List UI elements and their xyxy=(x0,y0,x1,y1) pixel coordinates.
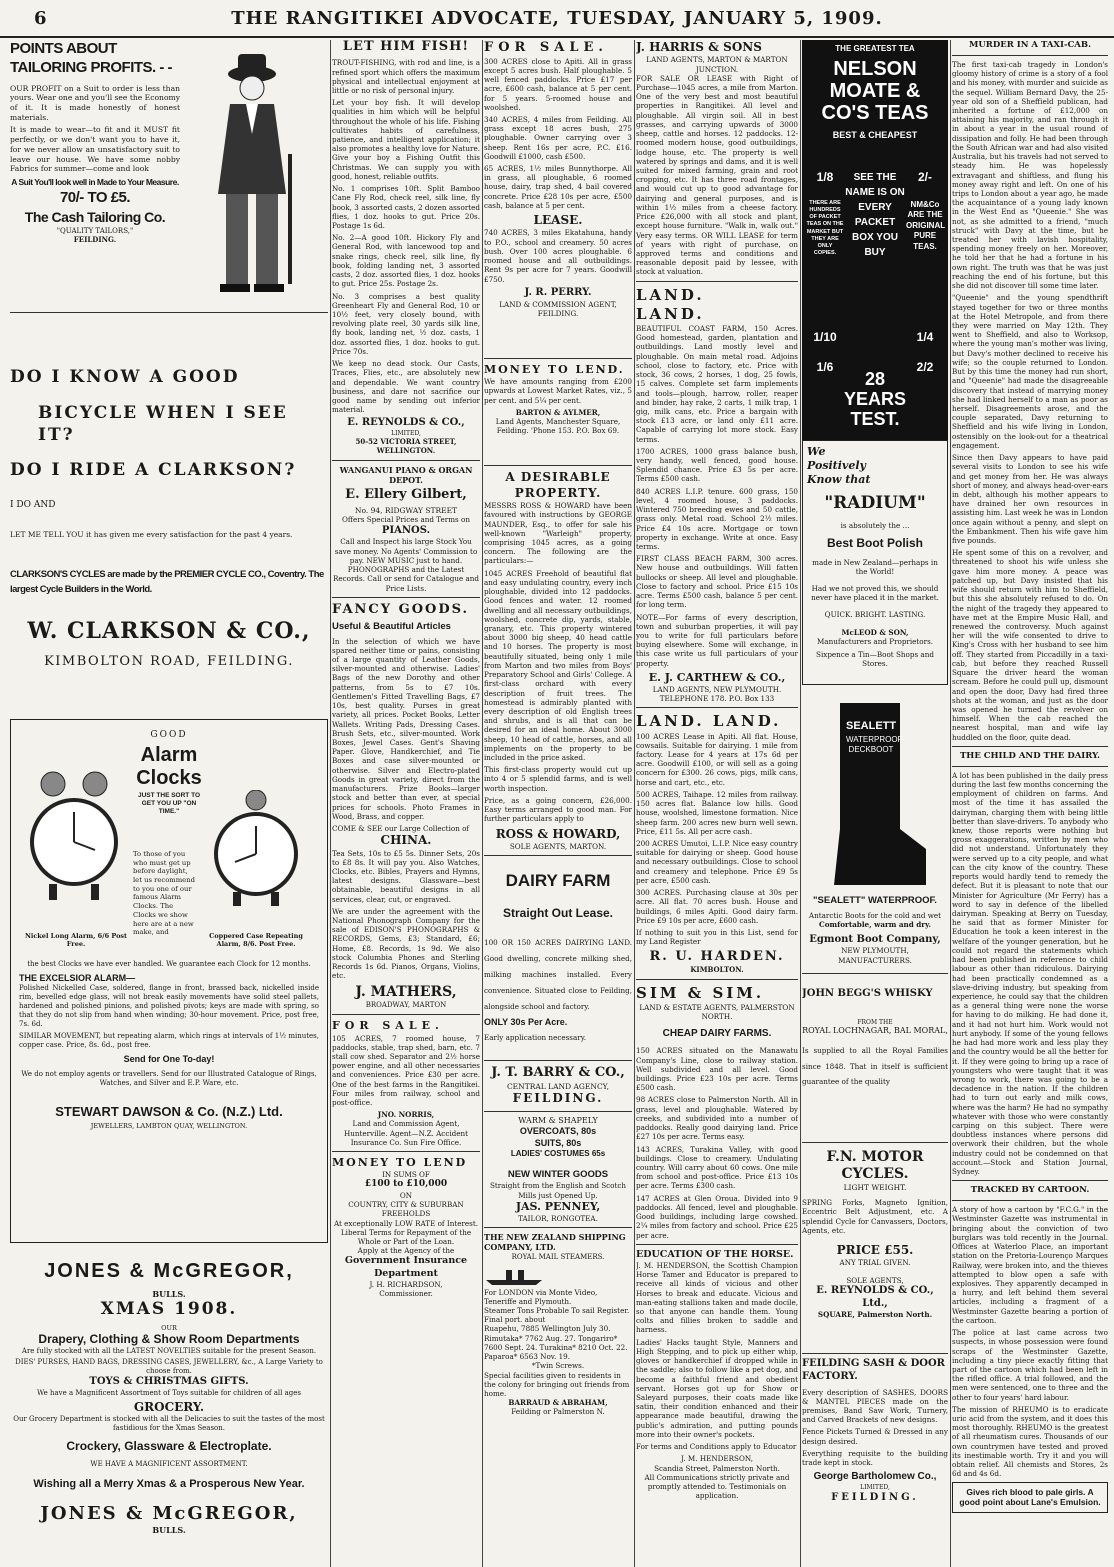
jm-text-1: Are fully stocked with all the LATEST NOVELTIES suitable for the present Season. xyxy=(21,1347,317,1356)
loan-text-2: COUNTRY, CITY & SUBURBAN FREEHOLDS xyxy=(348,1200,464,1219)
loan-heading: MONEY TO LEND xyxy=(332,1156,468,1170)
motor-firm: E. REYNOLDS & CO., Ltd., xyxy=(816,1284,934,1309)
land-text-4: FIRST CLASS BEACH FARM, 300 acres. New house and outbuildings. Will fatten bullocks or sheep. All level and ploughable. Close to factory and school. Price £15 10s acre. Terms £500 cash, balance 5 per cent. for long term. xyxy=(636,554,798,610)
divider xyxy=(484,1111,632,1112)
jm-our: OUR xyxy=(161,1323,177,1332)
column-rule xyxy=(482,40,483,1567)
column-3 xyxy=(484,40,632,1567)
fancy-goods-sub: Useful & Beautiful Articles xyxy=(332,621,451,633)
divider xyxy=(636,707,798,708)
piano-heading: WANGANUI PIANO & ORGAN DEPOT. xyxy=(339,464,473,485)
gentleman-illustration xyxy=(190,44,320,304)
ship-twin: *Twin Screws. xyxy=(531,1361,585,1371)
divider xyxy=(332,460,480,461)
norris-text-2: Land and Commission Agent, Hunterville. Agent—N.Z. Accident Insurance Co. Sun Fire Office. xyxy=(343,1119,469,1147)
divider xyxy=(636,281,798,282)
phonograph-text: We are under the agreement with the National Phonograph Company for the sale of EDISON'S PHONOGRAPHS & RECORDS, Gems, £3; Standard, £6; Home, £8. Records, 1s 9d. We also stock Columbia Phones and Sterling Records 1s 6d. Pianos, Organs, Violins, etc. xyxy=(332,906,480,981)
radium-manufacturers: Manufacturers and Proprietors. xyxy=(816,636,934,646)
jm-wish: Wishing all a Merry Xmas & a Prosperous New Year. xyxy=(33,1478,305,1491)
sim-heading: SIM & SIM. xyxy=(636,983,765,1002)
land-2-text-1: 100 ACRES Lease in Apiti. All flat. House, cowsails. Suitable for dairying. 1 mile from factory. Lease for 4 years at 17s 6d per acre. Goodwill £100, or will sell as a going concern for £300. 26 cows, pigs, milk cans, horse and cart, etc., etc. xyxy=(636,731,798,787)
tailoring-town: FEILDING. xyxy=(73,234,117,244)
perry-lease-text: 740 ACRES, 3 miles Ekatahuna, handy to P.O., school and creamery. 50 acres bush. Over 100 acres ploughable. 6 roomed house and all outbuildings. Rent 9s per acre for 7 years. Goodwill £750. xyxy=(484,228,632,284)
tea-price-1: 1/8 xyxy=(816,170,834,184)
alarm-description: To those of you who must get up before daylight, let us recommend to you one of our famous Alarm Clocks. The Clocks we show here are at a new make, and xyxy=(133,850,195,937)
cartoon-text-1: A story of how a cartoon by "F.C.G." in the Westminster Gazette was instrumental in bringing about the conviction of two burglars was told recently in the Journal. Offices at Waterloo Place, an important station on the Pretoria-Lourenço Marques Railway, were broken into, and the thieves attempted to blow open a safe with explosives. They apparently decamped in a hurry, and left behind them several articles, including a fragment of a Westminster Gazette bearing a portion of the cartoon. xyxy=(952,1205,1108,1325)
barry-town: FEILDING. xyxy=(512,1091,604,1106)
fish-outfit-3: No. 3 comprises a best quality Greenheart Fly and General Rod, 10 or 10½ feet, very closely bound, with revolving plate reel, 30 yards silk line, fly book, landing net, ½ doz. casts, 1 doz. assorted flies, 1 doz. hooks to gut. Price 70s. xyxy=(332,291,480,356)
henderson-name: J. M. HENDERSON, xyxy=(681,1454,753,1464)
loan-amount: £100 to £10,000 xyxy=(364,1179,448,1190)
ship-route: For LONDON via Monte Video, Teneriffe and Plymouth. xyxy=(484,1287,598,1306)
clarkson-bicycle-ad xyxy=(10,317,328,719)
piano-name: E. Ellery Gilbert, xyxy=(345,487,467,503)
column-rule xyxy=(634,40,635,1567)
land-text-2: 1700 ACRES, 1000 grass balance bush, very handy, well fenced, good house. Splendid chance. Price £3 5s per acre. Terms £500 cash. xyxy=(636,446,798,484)
harden-name: R. U. HARDEN. xyxy=(649,949,785,965)
jm-firm: JONES & McGREGOR, xyxy=(44,1260,294,1282)
masthead xyxy=(0,0,1114,38)
similar-movement: SIMILAR MOVEMENT, but repeating alarm, which rings at intervals of 1½ minutes, copper case. Price, 8s. 6d., post free. xyxy=(19,1032,319,1050)
column-1 xyxy=(10,40,328,1567)
harden-town: KIMBOLTON. xyxy=(690,965,744,974)
jm-town-2: BULLS. xyxy=(152,1524,186,1535)
ship-special: Special facilities given to residents in the colony for bringing out friends from home. xyxy=(484,1370,630,1399)
alarm-tagline: JUST THE SORT TO GET YOU UP "ON TIME." xyxy=(138,791,200,816)
tea-copies: THERE ARE HUNDREDS OF PACKET TEAS ON THE MARKET BUT THEY ARE ONLY COPIES. xyxy=(806,200,844,256)
reynolds-ltd: LIMITED, xyxy=(391,430,421,438)
divider xyxy=(636,1244,798,1245)
jm-text-3: We have a Magnificent Assortment of Toys suitable for children of all ages xyxy=(36,1388,302,1397)
excelsior-heading: THE EXCELSIOR ALARM— xyxy=(19,972,136,983)
sash-text-3: Everything requisite to the building trade kept in stock. xyxy=(802,1448,948,1468)
fish-outfit-1: No. 1 comprises 10ft. Split Bamboo Cane Fly Rod, check reel, silk line, fly book, 3 assorted casts, 2 dozen assorted flies, 1 doz. hooks to gut. Price 20s. Postage 1s 6d. xyxy=(332,184,480,231)
china-intro: COME & SEE our Large Collection of xyxy=(332,823,470,833)
jm-text-2: DIES' PURSES, HAND BAGS, DRESSING CASES, JEWELLERY, &c., A Large Variety to choose from. xyxy=(15,1358,323,1376)
tailoring-suit: A Suit You'll look well in Made to Your Measure. xyxy=(11,176,179,187)
land-2-text-2: 500 ACRES, Taihape. 12 miles from railway. 150 acres flat. Balance low hills. Good house, woolshed, limestone formation. Nice sheep farm. 200 acres new burn well sewn. Price, £11 5s. All per acre cash. xyxy=(636,789,798,836)
bicycle-line-5: LET ME TELL YOU it has given me every satisfaction for the past 4 years. xyxy=(10,529,293,539)
radium-know: We Positively Know that xyxy=(807,445,871,487)
taxi-text-3: Since then Davy appears to have paid several visits to London to see his wife and get money from her. He was always short of money, and always head-over-ears in debt, although his mother appears to have drained her own resources in assisting him. Last week he was in London once again without a penny, and slept on the Embankment. Then his wife gave him five pounds. xyxy=(952,453,1108,546)
loan-text-5: Apply at the Agency of the xyxy=(357,1246,455,1256)
penney-title: TAILOR, RONGOTEA. xyxy=(518,1213,598,1223)
tea-original: NM&Co ARE THE ORIGINAL PURE TEAS. xyxy=(906,200,946,251)
divider xyxy=(332,597,480,598)
column-5 xyxy=(802,40,948,1567)
stewart-dawson-address: JEWELLERS, LAMBTON QUAY, WELLINGTON. xyxy=(90,1122,248,1131)
govt-insurance: Government Insurance Department xyxy=(344,1255,468,1279)
radium-made: made in New Zealand—perhaps in the World! xyxy=(812,557,938,576)
sash-heading: FEILDING SASH & DOOR FACTORY. xyxy=(802,1358,945,1382)
divider xyxy=(802,973,948,974)
perry-sale-2: 340 ACRES, 4 miles from Feilding. All grass except 18 acres bush, 275 ploughable. Owner carrying over 3 sheep. Rent 16s per acre, P.C. £16. Goodwill £1000, cash £500. xyxy=(484,114,632,161)
sealett-comfortable: Comfortable, warm and dry. xyxy=(819,920,931,930)
ship-agents: Feilding or Palmerston N. xyxy=(511,1407,605,1417)
tea-price-5: 1/4 xyxy=(916,330,934,344)
jm-firm-2: JONES & McGREGOR, xyxy=(40,1502,298,1524)
tailoring-ad xyxy=(10,40,328,308)
divider xyxy=(332,1151,480,1152)
newspaper-title: THE RANGITIKEI ADVOCATE, TUESDAY, JANUARY 5, 1909. xyxy=(231,8,883,29)
jm-xmas: XMAS 1908. xyxy=(100,1298,238,1319)
penney-costumes: LADIES' COSTUMES 65s xyxy=(510,1149,606,1159)
bicycle-line-3: DO I RIDE A CLARKSON? xyxy=(10,460,297,481)
sim-title: LAND & ESTATE AGENTS, PALMERSTON NORTH. xyxy=(639,1003,795,1022)
tea-brand: NELSON MOATE & CO'S TEAS xyxy=(821,58,929,125)
tailoring-text-2: It is made to wear—to fit and it MUST fit perfectly, or we don't want you to have it, for we never allow an unsatisfactory suit to leave our house. We have some nobby Fabrics for summer—come and look xyxy=(10,125,180,174)
tailoring-motto: "QUALITY TAILORS," xyxy=(56,226,134,235)
mathers-address: BROADWAY, MARTON xyxy=(365,1001,447,1010)
rheumo-text: The mission of RHEUMO is to eradicate uric acid from the system, and it does this most thoroughly. RHEUMO is the greatest of all rheumatism cures. Thousands of our own countrymen have tested and proved its inestimable worth. Try it and you will obtain relief. All chemists and Stores, 2s 6d and 4s 6d. xyxy=(952,1404,1108,1479)
bicycle-line-4: I DO AND xyxy=(10,500,56,510)
sim-text-2: 98 ACRES close to Palmerston North. All in grass, level and ploughable. Watered by creeks, and subdivided into a number of paddocks. Really good dairying land. Price £27 10s per acre. Terms easy. xyxy=(636,1095,798,1142)
horse-text-1: J. M. HENDERSON, the Scottish Champion Horse Tamer and Educator is prepared to receive all kinds of vicious and other Horses to break and educate. Vicious and man-eating stallions taken and made docile, so that anyone can handle them. Young colts and fillies broken to saddle and harness. xyxy=(636,1260,798,1335)
radium-sixpence: Sixpence a Tin—Boot Shops and Stores. xyxy=(816,650,934,669)
column-6 xyxy=(952,40,1108,1567)
excelsior-text: Polished Nickelled Case, soldered, flange in front, brassed back, nickelled inside rim, bevelled edge glass, will not break easily movements have solid steel pallets, hardened and polished pinions, and polished pivots; keys are made with spring, so that they do not slip from hand when winding; 30-hour movement. Price, post free, 7s. 6d. xyxy=(19,984,319,1029)
sash-door-ad xyxy=(802,1358,948,1505)
cartoon-heading: TRACKED BY CARTOON. xyxy=(970,1185,1090,1196)
alarm-good: GOOD xyxy=(150,730,188,740)
horse-text-3: For terms and Conditions apply to Educator xyxy=(636,1442,797,1452)
divider xyxy=(952,1180,1108,1181)
fish-stock: We keep no dead stock. Our Casts, Traces, Flies, etc., are absolutely new and dependable. We want country business, and dare not sacrifice our good name by sending out inferior material. xyxy=(332,359,480,415)
column-4 xyxy=(636,40,798,1567)
sim-text-1: 150 ACRES situated on the Manawatu Company's Line, close to railway station. Well subdivided and all level. Good buildings. Price £23 10s per acre. Terms £500 cash. xyxy=(636,1046,798,1093)
divider xyxy=(332,1014,480,1015)
piano-text-2: Call and Inspect his large Stock You save money. No Agents' Commission to pay. NEW MUSIC just to hand. PHONOGRAPHS and the Latest Records. Call or send for Catalogue and Price Lists. xyxy=(332,537,480,593)
perry-name: J. R. PERRY. xyxy=(524,286,592,298)
divider xyxy=(802,1353,948,1354)
taxi-text-2: "Queenie" and the young spendthrift stayed together for two or three months at the Hotel Metropole, and from there they were married on May 12th. They went to Sheffield, and also to Worksop, where the young man's mother was living, but Davy's mother declined to receive his wife; so the couple returned to London. But by this time the money had run short, and "Queenie" had made the disagreeable discovery that instead of marrying money she had linked herself to a man as poor as herself. Disagreements arose, and the couple separated, Davy returning to Sheffield and his wife living in London, ostensibly on the look-out for a theatrical engagement. xyxy=(952,293,1108,450)
radium-absolutely: is absolutely the ... xyxy=(840,520,910,530)
page-number: 6 xyxy=(34,8,47,29)
column-rule xyxy=(950,40,951,1567)
perry-lease: LEASE. xyxy=(533,213,583,228)
bicycle-line-1: DO I KNOW A GOOD xyxy=(10,367,240,387)
jm-toys: TOYS & CHRISTMAS GIFTS. xyxy=(89,1376,249,1388)
ross-howard: ROSS & HOWARD, xyxy=(495,826,621,841)
fn-motor-ad xyxy=(802,1149,948,1349)
fish-outfit-2: No. 2—A good 10ft. Hickory Fly and General Rod, with lancewood top and snake rings, check reel, silk line, fly book, folding landing net, 3 assorted casts, 2 doz. assorted flies, 1 doz. hooks to gut. Price 25s. Postage 2s. xyxy=(332,233,480,289)
carthew-title: LAND AGENTS, NEW PLYMOUTH. xyxy=(652,684,782,694)
henderson-note: All Communications strictly private and promptly attended to. Testimonials on application. xyxy=(644,1472,790,1501)
motor-address: SQUARE, Palmerston North. xyxy=(817,1310,933,1320)
jm-departments: Drapery, Clothing & Show Room Departments xyxy=(38,1331,300,1346)
ship-table-head: Steamer Tons Probable To sail Register. Final port. about xyxy=(484,1306,630,1325)
land-text-5: NOTE—For farms of every description, town and suburban properties, it will pay you to write for full particulars before buying elsewhere. Some will exchange, in this case write us full particulars of your property. xyxy=(636,612,798,668)
radium-name: "RADIUM" xyxy=(824,493,926,514)
perry-sale-3: 65 ACRES, 1½ miles Bunnythorpe. All in grass, all ploughable, 6 roomed house, dairy, trap shed, 4 bail covered concrete. Price £28 10s per acre, £500 cash, balance at 5 per cent. xyxy=(484,164,632,210)
penney-overcoats: OVERCOATS, 80s xyxy=(519,1126,597,1137)
norris-name: JNO. NORRIS, xyxy=(377,1110,435,1120)
jm-text-4: Our Grocery Department is stocked with all the Delicacies to suit the tastes of the most fastidious for the Xmas Season. xyxy=(13,1415,325,1433)
sim-text-3: 143 ACRES, Turakina Valley, with good buildings. Close to creamery. Undulating country. Will carry about 60 cows. One mile from school and post-office. Price £13 10s per acre. Terms £300 cash. xyxy=(636,1144,798,1191)
fish-heading: LET HIM FISH! xyxy=(342,40,470,54)
ship-royal: ROYAL MAIL STEAMERS. xyxy=(511,1252,605,1261)
divider xyxy=(484,1060,632,1061)
sealett-boot-ad xyxy=(802,689,948,969)
divider xyxy=(484,855,632,856)
penney-winter: NEW WINTER GOODS xyxy=(507,1169,609,1181)
ship-heading: THE NEW ZEALAND SHIPPING COMPANY, LTD. xyxy=(484,1232,626,1253)
loan-on: ON xyxy=(399,1190,413,1200)
egmont-boot: Egmont Boot Company, xyxy=(809,933,941,945)
divider xyxy=(952,746,1108,747)
divider xyxy=(484,358,632,359)
tea-best: BEST & CHEAPEST xyxy=(832,130,918,141)
horse-heading: EDUCATION OF THE HORSE. xyxy=(636,1248,794,1260)
bartholomew-firm: George Bartholomew Co., xyxy=(813,1471,937,1483)
reynolds-address: 50-52 VICTORIA STREET, WELLINGTON. xyxy=(355,436,457,455)
tea-price-3: 1/6 xyxy=(816,360,834,374)
jm-grocery: GROCERY. xyxy=(133,1399,205,1414)
tailoring-heading: POINTS ABOUT TAILORING PROFITS. - - xyxy=(10,40,173,76)
norris-text: 105 ACRES, 7 roomed house, 7 paddocks, stable, trap shed, barn, etc. 7 stall cow shed. Separator and 2½ horse power engine, and all other necessaries and conveniences. Price £30 per acre. One of the best farms in the Rangitikei. Four miles from railway, school and post-office. xyxy=(332,1033,480,1108)
china-text: Tea Sets, 10s to £5 5s. Dinner Sets, 20s to £8 8s. It will pay you. Also Watches, Clocks, etc. Bibles, Prayers and Hymns, latest designs. Glassware—best obtainable, beautiful designs in all services, clear, cut, or engraved. xyxy=(332,848,480,904)
divider xyxy=(484,465,632,466)
land-heading: LAND. LAND. xyxy=(636,285,705,323)
whisky-supplied: Is supplied to all the Royal Families since 1848. That in itself is sufficient guarantee of the quality xyxy=(802,1045,948,1087)
boot-type: WATERPROOF DECKBOOT xyxy=(846,735,903,755)
begg-whisky-ad xyxy=(802,988,948,1138)
tea-greatest: THE GREATEST TEA xyxy=(835,44,915,53)
alarm-nickel: Nickel Long Alarm, 6/6 Post Free. xyxy=(24,932,128,949)
sealett-antarctic: Antarctic Boots for the cold and wet xyxy=(808,911,942,921)
ross-howard-sole: SOLE AGENTS, MARTON. xyxy=(509,841,607,851)
radium-polish-ad xyxy=(802,440,948,685)
loan-name: J. H. RICHARDSON, xyxy=(369,1279,443,1289)
barton-text: We have amounts ranging from £200 upwards at Lowest Market Rates, viz., 5 per cent. and 5¼ per cent. xyxy=(484,377,632,405)
barton-address: Land Agents, Manchester Square, Feilding. 'Phone 153. P.O. Box 69. xyxy=(495,416,621,436)
barton-heading: MONEY TO LEND. xyxy=(484,363,625,377)
alarm-clocks-ad xyxy=(10,719,328,1243)
henderson-address: Scandia Street, Palmerston North. xyxy=(654,1463,780,1473)
harris-title: LAND AGENTS, MARTON & MARTON JUNCTION. xyxy=(646,55,788,74)
dairy-child-heading: THE CHILD AND THE DAIRY. xyxy=(959,750,1101,761)
divider xyxy=(484,1227,632,1228)
perry-for-sale: FOR SALE. xyxy=(484,40,608,55)
property-text-2: 1045 ACRES Freehold of beautiful flat and easy undulating country, every inch ploughable, divided into 12 paddocks. Good fences and water. 12 roomed dwelling and all necessary outbuildings, woolshed, concrete dip, yards, stable, granary, etc. This property wintered about 3000 big sheep, 40 head cattle and 10 horses. The property is most beautifully situated, being only 1 mile from Marton and two miles from Boys' Preparatory School and Girls' College. A first-class orchard with every description of fruit trees. The homestead is admirably planted with every description of old English trees and shrubs, and is all that can be desired for an ideal home. About 3000 sheep, 10 head of cattle, horses, and all implements on the property to be included in the price asked. xyxy=(484,568,632,763)
tailoring-text-1: OUR PROFIT on a Suit to order is less than yours. Wear one and you'll see the Economy of it. It is made honestly of honest materials. xyxy=(10,83,181,122)
whisky-royal: ROYAL LOCHNAGAR, BAL MORAL, xyxy=(802,1026,948,1036)
sash-text-2: Fence Pickets Turned & Dressed in any design desired. xyxy=(802,1427,948,1446)
send-today: Send for One To-day! xyxy=(123,1054,215,1065)
tea-price-4: 2/- xyxy=(917,170,932,184)
loan-title: Commissioner. xyxy=(379,1289,433,1299)
land-text-3: 840 ACRES L.I.P. tenure. 600 grass, 150 level, 4 roomed house, 3 paddocks. Wintered 750 breeding ewes and 50 cattle, grass only. Metal road. School 2½ miles. Price £4 10s acre. Mortgage or town property in exchange. Write at once. Easy terms. xyxy=(636,486,798,552)
penney-text: Straight from the English and Scotch Mills just Opened Up. xyxy=(489,1181,627,1200)
divider xyxy=(952,1200,1108,1201)
ship-table: Ruapehu, 7885 Wellington July 30. Rimutaka* 7762 Aug. 27. Tongariro* 7600 Sept. 24. Turakina* 8210 Oct. 22. Paparoa* 6563 Nov. 19. xyxy=(484,1324,628,1362)
reynolds-firm: E. REYNOLDS & CO., xyxy=(347,417,465,429)
jm-town: BULLS. xyxy=(152,1288,186,1299)
lanes-emulsion-ad: Gives rich blood to pale girls. A good point about Lane's Emulsion. xyxy=(952,1482,1108,1514)
jones-mcgregor-ad xyxy=(10,1247,328,1535)
radium-quick: QUICK. BRIGHT. LASTING. xyxy=(824,610,926,620)
mcleod-son: McLEOD & SON, xyxy=(841,627,909,637)
land-2-text-4: 300 ACRES. Purchasing clause at 30s per acre. All flat. 70 acres bush. House and buildings, 6 miles Apiti. Good dairy farm. Price £9 10s per acre, £600 cash. xyxy=(636,888,798,925)
barry-agency: CENTRAL LAND AGENCY, xyxy=(506,1081,610,1091)
cartoon-text-2: The police at last came across two suspects, in whose possession were found scraps of the Westminster Gazette, including a tiny piece exactly fitting that part of the cartoon which had been left in the rifled office. A trial followed, and the men were sentenced, one to three and the other to four years' hard labour. xyxy=(952,1328,1108,1402)
motor-sole: SOLE AGENTS, xyxy=(846,1275,904,1285)
alarm-clock-illustration xyxy=(211,790,301,930)
piano-pianos: PIANOS. xyxy=(381,524,431,536)
property-heading: A DESIRABLE PROPERTY. xyxy=(505,470,611,500)
column-2 xyxy=(332,40,480,1567)
loan-text-3: At exceptionally LOW RATE of Interest. xyxy=(333,1218,479,1228)
fish-text-1: TROUT-FISHING, with rod and line, is a refined sport which offers the maximum physical and intellectual enjoyment at little or no risk of personal injury. xyxy=(332,58,480,95)
alarm-guarantee: the best Clocks we have ever handled. We guarantee each Clock for 12 months. xyxy=(27,960,311,968)
fish-text-2: Let your boy fish. It will develop qualities in him which will be helpful throughout the whole of his life. Fishing cultivates habits of carefulness, patience, and intelligent application; it also promotes a healthy love for Nature. Give your boy a Fishing Outfit this Christmas. We can supply you with good, honest, reliable outfits. xyxy=(332,98,480,181)
sash-text-1: Every description of SASHES, DOORS & MANTEL PIECES made on the premises, Band Saw Work, Turnery, and Carved Brackets of new designs. xyxy=(802,1387,948,1425)
dairy-early: Early application necessary. xyxy=(484,1033,587,1042)
loan-text-4: Liberal Terms for Repayment of the Whole or Part of the Loan. xyxy=(340,1227,472,1247)
dairy-price: ONLY 30s Per Acre. xyxy=(484,1017,568,1028)
tailoring-price: 70/- TO £5. xyxy=(59,188,131,206)
land-text-1: BEAUTIFUL COAST FARM, 150 Acres. Good homestead, garden, plantation and outbuildings. Land mostly level and ploughable. On main metal road. Adjoins school, close to factory, etc. Price with stock, 36 cows, 2 horses, 1 dog, 25 fowls, 15 calves. Complete set farm implements and tools—plough, harrow, roller, reaper and binder, hay rake, 2 carts, 1 milk trap, 1 gig, milk cans, etc. Price a bargain with stock £13 acre, or land only £11 acre. Capable of carrying lot more stock. Easy terms. xyxy=(636,323,798,444)
divider xyxy=(952,55,1108,56)
barraud-abraham: BARRAUD & ABRAHAM, xyxy=(508,1398,608,1408)
property-text-3: This first-class property would cut up into 4 or 5 splendid farms, and is well worth inspection. xyxy=(484,765,632,793)
egmont-manufacturers: MANUFACTURERS. xyxy=(838,955,912,965)
china-heading: CHINA. xyxy=(380,833,432,848)
alarm-coppered: Coppered Case Repeating Alarm, 8/6. Post Free. xyxy=(209,932,303,949)
sealett-heading: "SEALETT" WATERPROOF. xyxy=(813,895,937,906)
property-price: Price, as a going concern, £26,000. Easy terms arranged to good man. For further particulars apply to xyxy=(484,795,632,824)
piano-text-1: Offers Special Prices and Terms on xyxy=(342,515,470,525)
piano-address: No. 94, RIDGWAY STREET xyxy=(354,505,458,515)
dairy-text: 100 OR 150 ACRES DAIRYING LAND. Good dwelling, concrete milking shed, milking machines installed. Every convenience. Situated close to Feilding, alongside school and factory. xyxy=(484,938,632,1011)
land-2-text-5: If nothing to suit you in this List, send for my Land Register xyxy=(636,927,798,947)
fancy-goods-list: In the selection of which we have spared neither time or pains, consisting of a large quantity of Leather Goods, silver-mounted and otherwise. Ladies' Bags of the new Dorothy and other patterns, from 5s to £7 10s. Gentlemen's Fitted Travelling Bags, £7 10s, best quality. Purses in great variety, all prices. Pocket Books, Letter Wallets. Writing Pads, Dressing Cases. Brush Sets, etc., silver-mounted. Work Boxes, Jewel Cases. Gent's Shaving Paper. Glove, Handkerchief, and Tie Boxes and case silver-mounted or otherwise. Silver and Electro-plated Goods in great variety, direct from the manufacturers. Prize Books—larger stock and better than ever, at special prices for schools. Photo Frames in Wood, Brass, and copper. xyxy=(332,636,480,821)
sim-cheap: CHEAP DAIRY FARMS. xyxy=(662,1027,772,1039)
motor-trial: ANY TRIAL GIVEN. xyxy=(839,1258,911,1268)
harris-heading: J. HARRIS & SONS xyxy=(636,40,762,54)
tea-price-2: 1/10 xyxy=(813,330,837,344)
perry-sale-1: 300 ACRES close to Apiti. All in grass except 5 acres bush. Half ploughable. 5 well fenced paddocks. Price £17 per acre, £600 cash, balance at 5 per cent. for 5 years. 5-roomed house and woolshed. xyxy=(484,56,632,112)
stewart-dawson: STEWART DAWSON & Co. (N.Z.) Ltd. xyxy=(55,1103,283,1119)
jm-text-5: WE HAVE A MAGNIFICENT ASSORTMENT. xyxy=(90,1460,248,1469)
radium-best: Best Boot Polish xyxy=(826,536,923,551)
whisky-heading: JOHN BEGG'S WHISKY xyxy=(802,988,933,999)
bartholomew-ltd: LIMITED, xyxy=(860,1484,890,1492)
penney-name: JAS. PENNEY, xyxy=(515,1199,601,1213)
carthew-name: E. J. CARTHEW & CO., xyxy=(648,670,786,684)
tea-years: 28 YEARS TEST. xyxy=(844,369,907,429)
bicycle-line-2: BICYCLE WHEN I SEE IT? xyxy=(38,402,288,445)
steamer-icon xyxy=(484,1264,544,1286)
radium-proved: Had we not proved this, we should never have placed it in the market. xyxy=(811,584,939,603)
taxi-text-4: He spent some of this on a revolver, and threatened to shoot his wife unless she gave him more money. A peace was patched up, but Davy insisted that his wife should return with him to Sheffield, but this she absolutely refused to do. On the night of the tragedy they appeared to have met at the Empire Music Hall, and renewed the controversy. Much against her will the wife consented to drive to King's Cross with her husband to see him off. They started from Piccadilly in a taxi-cab, but before they reached Russell Square the driver heard the woman scream. Before he could pull up, dismount and open the door, Davy had fired three shots at the woman, and just as the door was opened he turned the revolver on himself. When the cab reached the nearest hospital, man and wife lay huddled on the floor, quite dead. xyxy=(952,548,1108,742)
whisky-from: FROM THE xyxy=(857,1018,893,1026)
loan-text-1: IN SUMS OF xyxy=(382,1170,430,1180)
horse-text-2: Ladies' Hacks taught Style, Manners and High Stepping, and to pick up either whip, gloves or handkerchief if dropped while in the saddle; also to follow like a pet dog, and become a faithful friend and obedient servant. Horses got up for Show or Saleyard purposes, their coats made like satin, their condition enhanced and their appearance made beautiful, drawing the public's admiration, and putting pounds more into their owner's pockets. xyxy=(636,1337,798,1439)
column-rule xyxy=(800,40,801,1567)
bartholomew-town: FEILDING. xyxy=(831,1491,919,1503)
mathers-name: J. MATHERS, xyxy=(355,983,457,1000)
property-text-1: MESSRS ROSS & HOWARD have been favoured with instructions by GEORGE MAUNDER, Esq., to offer for sale his well-known "Warleigh" property, comprising 1045 acres, as a going concern. The following are the particulars:— xyxy=(484,501,632,566)
no-agents: We do not employ agents or travellers. Send for our Illustrated Catalogue of Rings, Watches, and Silver and E.P. Ware, etc. xyxy=(21,1069,317,1087)
egmont-town: NEW PLYMOUTH, xyxy=(841,946,909,956)
bicycle-line-6: CLARKSON'S CYCLES are made by the PREMIER CYCLE CO., Coventry. The largest Cycle Builders in the World. xyxy=(10,569,324,596)
fancy-goods-heading: FANCY GOODS. xyxy=(332,601,470,617)
divider xyxy=(636,979,798,980)
divider xyxy=(802,1142,948,1143)
motor-price: PRICE £55. xyxy=(836,1243,914,1258)
penney-line-1: WARM & SHAPELY xyxy=(518,1115,598,1125)
column-rule xyxy=(330,40,331,1567)
land-2-text-3: 200 ACRES Umutoi, L.I.P. Nice easy country suitable for dairying or sheep. Good house and necessary outbuildings. Close to school and creamery and telephone. Price £9 5s per acre, £500 cash. xyxy=(636,838,798,885)
barry-name: J. T. BARRY & CO., xyxy=(491,1065,625,1081)
motor-light: LIGHT WEIGHT. xyxy=(843,1182,907,1192)
taxi-heading: MURDER IN A TAXI-CAB. xyxy=(968,40,1092,50)
barton-name: BARTON & AYLMER, xyxy=(515,407,601,417)
harris-text: FOR SALE OR LEASE with Right of Purchase—1045 acres, a mile from Marton. One of the very best and most beautiful properties in Rangitikei. All level and ploughable. All virgin soil. All in best grasses, and carrying upwards of 3000 sheep, cattle and horses. 12 paddocks. 12-roomed modern house, good outbuildings, lodge house, etc. The property is well watered by springs and dams, and it is well suited for mixed farming, grain and root cropping, etc. It has three road frontages, and would cut up to good advantage for dairying and general purposes, and is within 1½ miles from a cheese factory. Price £26,000 with all stock and plant, except house furniture. "Walk in, walk out." Very easy terms. OR WILL LEASE for term of years with right of purchase, on approved terms and conditions and reasonable deposit paid by lessee, with stock at valuation. xyxy=(636,73,798,277)
norris-for-sale: FOR SALE. xyxy=(332,1019,444,1033)
motor-heading: F.N. MOTOR CYCLES. xyxy=(826,1149,924,1182)
land-2-heading: LAND. LAND. xyxy=(636,712,782,731)
tea-name: SEE THE NAME IS ON EVERY PACKET BOX YOU BUY xyxy=(845,172,905,258)
clarkson-firm: W. CLARKSON & CO., xyxy=(27,618,311,645)
jm-crockery: Crockery, Glassware & Electroplate. xyxy=(66,1439,272,1454)
taxi-text-1: The first taxi-cab tragedy in London's gloomy history of crime is a story of a fool and his money, with murder and suicide as the sequel. William Bernard Davy, the 25-year old son of a Sheffield publican, had inherited a fortune of £12,000 on attaining his majority, and ran through it in about a year in the usual round of dissipation and folly. He had been through the South African war and had also visited Australia, but his travels had not served to steady him. He was hopelessly extravagant and shiftless, and flung his money away right and left. On one of his trips to London about a year ago, he made the acquaintance of a young lady known in the West End as "Queenie." She was not, as she admitted to a friend, "much struck" with Davy at the time, but he treated her with lavish hospitality, spending money freely on her. Moreover, he told her that he had a fortune in his own right. The truth was that he was just reaching the end of his fortune, but this she did not discover till some time later. xyxy=(952,59,1108,291)
clarkson-address: KIMBOLTON ROAD, FEILDING. xyxy=(44,653,294,669)
carthew-phone: TELEPHONE 178. P.O. Box 133 xyxy=(659,694,775,704)
dairy-farm-heading: DAIRY FARM xyxy=(505,871,611,891)
tea-price-6: 2/2 xyxy=(916,360,934,374)
boot-brand: SEALETT xyxy=(846,720,897,732)
nelson-moate-tea-ad xyxy=(802,40,948,440)
alarm-heading: Alarm Clocks xyxy=(136,743,202,789)
motor-text: SPRING Forks, Magneto Ignition, Eccentric Belt Adjustment, etc. A splendid Cycle for Canvassers, Doctors, Agents, etc. xyxy=(802,1198,948,1235)
dairy-lease: Straight Out Lease. xyxy=(502,905,614,920)
alarm-clock-illustration xyxy=(29,770,119,920)
divider xyxy=(10,312,328,313)
penney-suits: SUITS, 80s xyxy=(534,1137,582,1148)
sim-text-4: 147 ACRES at Glen Oroua. Divided into 9 paddocks. All fenced, level and ploughable. Good buildings, including large cowshed. 2¼ miles from factory and school. Price £25 per acre. xyxy=(636,1193,798,1240)
tailoring-firm: The Cash Tailoring Co. xyxy=(24,209,166,226)
divider xyxy=(952,766,1108,767)
perry-title: LAND & COMMISSION AGENT, FEILDING. xyxy=(499,299,617,318)
dairy-child-text: A lot has been published in the daily press during the last few months concerning the employment of children on farms. And most of the time it has assailed the dairyman, charging them with being little better than slave-drivers. To anybody who knew, those reports were nothing but gross exaggerations, written by men who did not understand. Unfortunately they were served up to a city people, and what can the city know of the country. These reports would hardly tend to remedy the defect. But it is pleasant to note that our Minister for Agriculture (Mr Ferry) has a word to say in defence of the libelled dairyman. Speaking at Berry on Tuesday, he said that as former Minister for Education he took a keen interest in the welfare of the younger generation, but he could not regard the statements which had been published in reference to child labour as other than ridiculous. Dairying had been practically condemned as a slave-driving industry, but speaking from experience, he could say that the children as a general thing were none the worse for having to do milking. He had done it, and it had not hurt him. Work would not hurt anybody. If some of the young fellows he had had more work and less play they and the country would be all the better for it. If they were going to bring up a race of youngsters who were taught that it was wrong to work, there was going to be a decadence in the nation. If the children had to turn out early and milk cows, where was the harm? He had no sympathy whatever with those who were constantly carping on this subject. There were doubtless instances where persons did overwork their children, but the whole industry could not be condemned on that account.—Stock and Station Journal, Sydney. xyxy=(952,770,1108,1177)
